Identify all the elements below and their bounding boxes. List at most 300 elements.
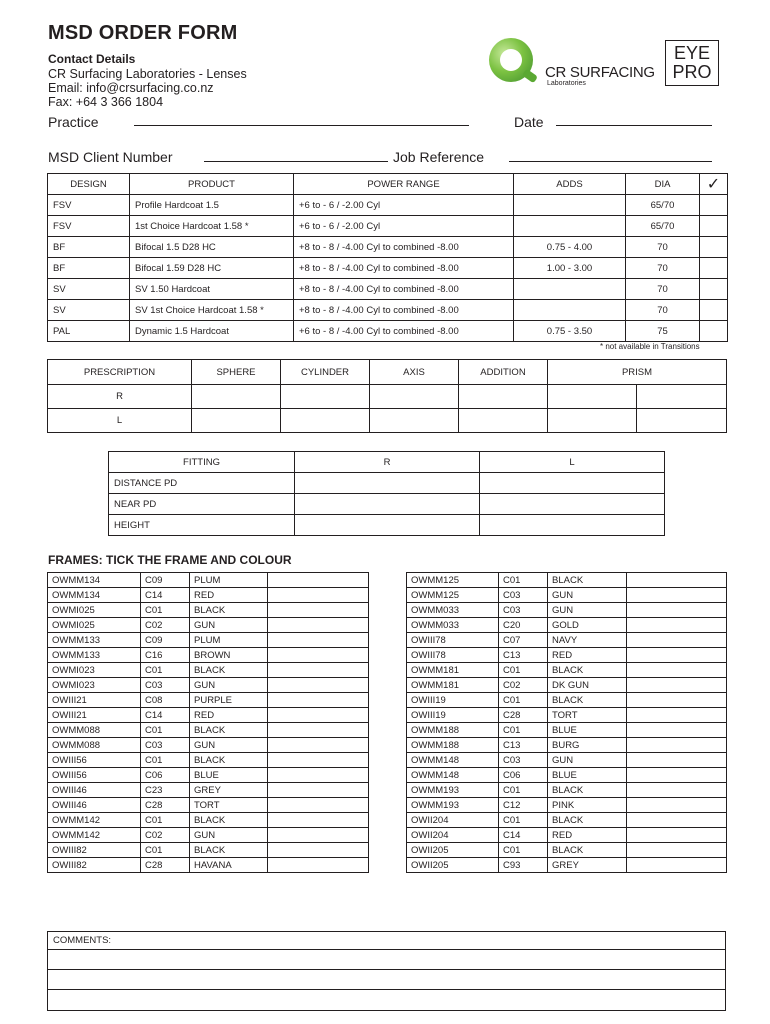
lens-power-range: +6 to - 6 / -2.00 Cyl <box>294 195 514 216</box>
frame-colour-name: GOLD <box>548 618 627 633</box>
rx-cylinder-input[interactable] <box>281 409 370 433</box>
frame-tick-box[interactable] <box>627 663 727 678</box>
frame-tick-box[interactable] <box>627 843 727 858</box>
frame-colour-name: GUN <box>190 828 268 843</box>
client-number-label: MSD Client Number <box>48 149 173 165</box>
eyepro-line1: EYE <box>673 43 711 63</box>
frame-colour-name: GUN <box>190 738 268 753</box>
fitting-l-input[interactable] <box>480 473 665 494</box>
date-input[interactable] <box>556 125 712 126</box>
frame-colour-code: C01 <box>141 813 190 828</box>
frame-model: OWMM181 <box>407 678 499 693</box>
frame-colour-name: BLACK <box>548 663 627 678</box>
frame-colour-code: C13 <box>499 648 548 663</box>
frame-row <box>407 693 727 708</box>
frame-colour-name: PLUM <box>190 633 268 648</box>
transitions-note: * not available in Transitions <box>600 342 700 351</box>
fitting-l-input[interactable] <box>480 515 665 536</box>
frame-row <box>407 678 727 693</box>
lens-dia: 70 <box>626 237 700 258</box>
frame-tick-box[interactable] <box>268 693 369 708</box>
frame-colour-name: GREY <box>548 858 627 873</box>
frame-colour-code: C07 <box>499 633 548 648</box>
frame-tick-box[interactable] <box>627 588 727 603</box>
check-mark-icon: ✓ <box>700 174 728 195</box>
frame-model: OWII205 <box>407 858 499 873</box>
frame-tick-box[interactable] <box>627 858 727 873</box>
frame-row <box>407 618 727 633</box>
lens-dia: 75 <box>626 321 700 342</box>
frame-model: OWMM133 <box>48 633 141 648</box>
lens-power-range: +8 to - 8 / -4.00 Cyl to combined -8.00 <box>294 258 514 279</box>
frame-row <box>407 708 727 723</box>
rx-addition-input[interactable] <box>459 385 548 409</box>
frame-tick-box[interactable] <box>268 573 369 588</box>
frame-row <box>407 633 727 648</box>
lens-row <box>48 321 728 342</box>
rx-row <box>48 409 727 433</box>
practice-input[interactable] <box>134 125 469 126</box>
frame-tick-box[interactable] <box>627 633 727 648</box>
eyepro-line2: PRO <box>672 62 712 82</box>
frame-model: OWMI023 <box>48 678 141 693</box>
frame-model: OWMM181 <box>407 663 499 678</box>
frame-row <box>407 573 727 588</box>
cr-logo-name: CR SURFACING <box>545 64 655 81</box>
frame-model: OWMM148 <box>407 768 499 783</box>
frame-colour-name: RED <box>548 828 627 843</box>
frame-colour-name: BLACK <box>190 723 268 738</box>
frame-tick-box[interactable] <box>627 813 727 828</box>
frame-colour-code: C01 <box>141 753 190 768</box>
frame-model: OWMM193 <box>407 798 499 813</box>
frame-colour-name: BLACK <box>548 783 627 798</box>
frame-tick-box[interactable] <box>268 753 369 768</box>
rx-prism-input-2[interactable] <box>637 385 727 409</box>
contact-fax: Fax: +64 3 366 1804 <box>48 95 164 109</box>
frame-tick-box[interactable] <box>268 858 369 873</box>
frame-colour-code: C28 <box>141 798 190 813</box>
frame-colour-code: C09 <box>141 573 190 588</box>
frame-model: OWIII82 <box>48 843 141 858</box>
frame-colour-code: C14 <box>141 588 190 603</box>
col-fitting-r: R <box>295 452 480 473</box>
frame-model: OWII204 <box>407 813 499 828</box>
lens-dia: 65/70 <box>626 195 700 216</box>
frame-tick-box[interactable] <box>268 768 369 783</box>
lens-dia: 70 <box>626 258 700 279</box>
lens-row <box>48 237 728 258</box>
frame-row <box>407 798 727 813</box>
col-cylinder: CYLINDER <box>281 360 370 385</box>
frame-colour-code: C12 <box>499 798 548 813</box>
fitting-label: NEAR PD <box>109 494 295 515</box>
rx-prism-input-1[interactable] <box>548 385 637 409</box>
frame-colour-name: BLUE <box>190 768 268 783</box>
frame-colour-name: HAVANA <box>190 858 268 873</box>
frame-row <box>48 843 369 858</box>
lens-adds: 0.75 - 3.50 <box>514 321 626 342</box>
lens-product: Bifocal 1.5 D28 HC <box>130 237 294 258</box>
frame-colour-code: C23 <box>141 783 190 798</box>
lens-power-range: +6 to - 8 / -4.00 Cyl to combined -8.00 <box>294 321 514 342</box>
frame-colour-code: C14 <box>499 828 548 843</box>
frame-model: OWMM142 <box>48 828 141 843</box>
frame-colour-name: TORT <box>548 708 627 723</box>
frame-tick-box[interactable] <box>268 738 369 753</box>
frame-colour-name: PLUM <box>190 573 268 588</box>
frame-model: OWMM033 <box>407 618 499 633</box>
frame-colour-code: C03 <box>141 738 190 753</box>
contact-heading: Contact Details <box>48 52 136 66</box>
frame-colour-name: BLACK <box>548 813 627 828</box>
frame-model: OWIII19 <box>407 708 499 723</box>
frame-row <box>48 858 369 873</box>
frame-colour-name: GUN <box>190 678 268 693</box>
frame-row <box>48 828 369 843</box>
frame-tick-box[interactable] <box>627 693 727 708</box>
frame-row <box>407 768 727 783</box>
frame-model: OWMM088 <box>48 738 141 753</box>
frame-colour-code: C03 <box>499 753 548 768</box>
frame-tick-box[interactable] <box>627 573 727 588</box>
frame-row <box>407 723 727 738</box>
frame-row <box>48 618 369 633</box>
frame-tick-box[interactable] <box>268 633 369 648</box>
comments-label: COMMENTS: <box>53 935 112 946</box>
rx-row <box>48 385 727 409</box>
frame-model: OWIII21 <box>48 708 141 723</box>
cr-logo-sub: Laboratories <box>547 80 586 87</box>
lens-product: Bifocal 1.59 D28 HC <box>130 258 294 279</box>
lens-adds <box>514 300 626 321</box>
frame-colour-code: C14 <box>141 708 190 723</box>
frame-colour-code: C03 <box>141 678 190 693</box>
frame-colour-name: GREY <box>190 783 268 798</box>
lens-adds <box>514 279 626 300</box>
rx-axis-input[interactable] <box>370 385 459 409</box>
frame-tick-box[interactable] <box>627 738 727 753</box>
frame-model: OWMM133 <box>48 648 141 663</box>
lens-row <box>48 195 728 216</box>
frame-colour-code: C01 <box>499 783 548 798</box>
frame-model: OWMI023 <box>48 663 141 678</box>
frame-row <box>407 648 727 663</box>
lens-product: SV 1.50 Hardcoat <box>130 279 294 300</box>
frame-colour-code: C28 <box>141 858 190 873</box>
frame-tick-box[interactable] <box>627 648 727 663</box>
lens-product: 1st Choice Hardcoat 1.58 * <box>130 216 294 237</box>
frame-colour-name: BLACK <box>190 813 268 828</box>
col-product: PRODUCT <box>130 174 294 195</box>
fitting-label: HEIGHT <box>109 515 295 536</box>
frame-tick-box[interactable] <box>268 648 369 663</box>
frame-tick-box[interactable] <box>268 708 369 723</box>
comments-box[interactable] <box>47 931 726 1011</box>
frame-tick-box[interactable] <box>268 618 369 633</box>
client-number-input[interactable] <box>204 161 388 162</box>
frame-row <box>407 783 727 798</box>
frame-tick-box[interactable] <box>627 708 727 723</box>
col-axis: AXIS <box>370 360 459 385</box>
practice-label: Practice <box>48 114 99 130</box>
frame-colour-code: C01 <box>141 663 190 678</box>
frame-colour-code: C01 <box>499 813 548 828</box>
job-reference-input[interactable] <box>509 161 712 162</box>
frame-model: OWIII46 <box>48 798 141 813</box>
rx-axis-input[interactable] <box>370 409 459 433</box>
lens-power-range: +8 to - 8 / -4.00 Cyl to combined -8.00 <box>294 237 514 258</box>
col-dia: DIA <box>626 174 700 195</box>
frame-colour-name: BLACK <box>548 843 627 858</box>
fitting-row <box>109 515 665 536</box>
col-prescription: PRESCRIPTION <box>48 360 192 385</box>
lens-design: SV <box>48 300 130 321</box>
frame-colour-code: C06 <box>141 768 190 783</box>
fitting-r-input[interactable] <box>295 473 480 494</box>
rx-addition-input[interactable] <box>459 409 548 433</box>
lens-power-range: +8 to - 8 / -4.00 Cyl to combined -8.00 <box>294 279 514 300</box>
eyepro-logo <box>665 40 719 86</box>
frame-tick-box[interactable] <box>627 618 727 633</box>
fitting-label: DISTANCE PD <box>109 473 295 494</box>
frame-tick-box[interactable] <box>627 723 727 738</box>
frame-colour-code: C28 <box>499 708 548 723</box>
frame-row <box>48 753 369 768</box>
fitting-row <box>109 473 665 494</box>
frame-row <box>48 663 369 678</box>
frame-colour-code: C01 <box>499 663 548 678</box>
lens-select-checkbox[interactable] <box>700 300 728 321</box>
frame-tick-box[interactable] <box>627 783 727 798</box>
frame-model: OWMM188 <box>407 723 499 738</box>
frame-colour-name: GUN <box>548 603 627 618</box>
frame-model: OWIII21 <box>48 693 141 708</box>
lens-table <box>47 173 728 342</box>
rx-prism-input-1[interactable] <box>548 409 637 433</box>
frame-colour-code: C20 <box>499 618 548 633</box>
lens-adds: 1.00 - 3.00 <box>514 258 626 279</box>
frame-row <box>48 633 369 648</box>
frame-tick-box[interactable] <box>268 678 369 693</box>
lens-dia: 70 <box>626 300 700 321</box>
frame-colour-code: C01 <box>499 723 548 738</box>
lens-design: SV <box>48 279 130 300</box>
fitting-row <box>109 494 665 515</box>
frames-left-table <box>47 572 369 873</box>
frame-colour-name: PURPLE <box>190 693 268 708</box>
frame-row <box>48 573 369 588</box>
frame-row <box>48 588 369 603</box>
contact-company: CR Surfacing Laboratories - Lenses <box>48 67 247 81</box>
frame-row <box>407 738 727 753</box>
frame-colour-name: GUN <box>548 588 627 603</box>
col-sphere: SPHERE <box>192 360 281 385</box>
frame-tick-box[interactable] <box>268 798 369 813</box>
frame-model: OWMM088 <box>48 723 141 738</box>
frame-row <box>407 858 727 873</box>
rx-cylinder-input[interactable] <box>281 385 370 409</box>
lens-design: FSV <box>48 216 130 237</box>
frame-row <box>48 768 369 783</box>
rx-prism-input-2[interactable] <box>637 409 727 433</box>
lens-row <box>48 300 728 321</box>
rx-sphere-input[interactable] <box>192 385 281 409</box>
frame-colour-name: BLACK <box>190 843 268 858</box>
frame-colour-name: GUN <box>548 753 627 768</box>
frame-row <box>407 753 727 768</box>
frame-row <box>48 678 369 693</box>
lens-power-range: +6 to - 6 / -2.00 Cyl <box>294 216 514 237</box>
frame-model: OWMI025 <box>48 603 141 618</box>
col-fitting-l: L <box>480 452 665 473</box>
lens-design: BF <box>48 258 130 279</box>
frame-model: OWIII78 <box>407 648 499 663</box>
rx-eye-label: L <box>48 409 192 433</box>
page-title: MSD ORDER FORM <box>48 22 238 44</box>
lens-select-checkbox[interactable] <box>700 321 728 342</box>
frame-tick-box[interactable] <box>268 843 369 858</box>
lens-dia: 70 <box>626 279 700 300</box>
lens-product: SV 1st Choice Hardcoat 1.58 * <box>130 300 294 321</box>
frame-row <box>48 798 369 813</box>
frame-model: OWMI025 <box>48 618 141 633</box>
frame-tick-box[interactable] <box>627 753 727 768</box>
lens-adds: 0.75 - 4.00 <box>514 237 626 258</box>
frame-colour-name: GUN <box>190 618 268 633</box>
frame-model: OWMM125 <box>407 573 499 588</box>
frame-model: OWMM188 <box>407 738 499 753</box>
frame-tick-box[interactable] <box>268 783 369 798</box>
lens-row <box>48 216 728 237</box>
frame-row <box>48 723 369 738</box>
contact-email: Email: info@crsurfacing.co.nz <box>48 81 214 95</box>
lens-select-checkbox[interactable] <box>700 237 728 258</box>
fitting-table <box>108 451 665 536</box>
frame-colour-name: PINK <box>548 798 627 813</box>
frame-colour-name: NAVY <box>548 633 627 648</box>
frame-model: OWMM142 <box>48 813 141 828</box>
frame-colour-name: RED <box>548 648 627 663</box>
frame-colour-code: C13 <box>499 738 548 753</box>
frame-colour-code: C01 <box>499 693 548 708</box>
frame-colour-name: TORT <box>190 798 268 813</box>
lens-power-range: +8 to - 8 / -4.00 Cyl to combined -8.00 <box>294 300 514 321</box>
frame-row <box>48 603 369 618</box>
frame-model: OWII205 <box>407 843 499 858</box>
frame-colour-code: C02 <box>141 828 190 843</box>
frame-colour-name: BLACK <box>548 573 627 588</box>
fitting-r-input[interactable] <box>295 494 480 515</box>
frame-model: OWMM125 <box>407 588 499 603</box>
frame-colour-name: RED <box>190 708 268 723</box>
lens-adds <box>514 195 626 216</box>
frame-tick-box[interactable] <box>268 723 369 738</box>
lens-select-checkbox[interactable] <box>700 258 728 279</box>
frame-colour-code: C01 <box>141 843 190 858</box>
frame-tick-box[interactable] <box>627 603 727 618</box>
frame-colour-name: BLACK <box>190 753 268 768</box>
frame-row <box>48 708 369 723</box>
frame-colour-code: C01 <box>141 603 190 618</box>
frame-colour-code: C03 <box>499 603 548 618</box>
frame-row <box>48 783 369 798</box>
frames-right-table <box>406 572 727 873</box>
frame-colour-name: BURG <box>548 738 627 753</box>
col-adds: ADDS <box>514 174 626 195</box>
frame-model: OWIII56 <box>48 753 141 768</box>
frame-tick-box[interactable] <box>627 678 727 693</box>
frame-row <box>48 648 369 663</box>
lens-design: FSV <box>48 195 130 216</box>
frames-heading: FRAMES: TICK THE FRAME AND COLOUR <box>48 553 292 567</box>
lens-design: BF <box>48 237 130 258</box>
lens-dia: 65/70 <box>626 216 700 237</box>
lens-product: Dynamic 1.5 Hardcoat <box>130 321 294 342</box>
frame-colour-code: C02 <box>499 678 548 693</box>
frame-tick-box[interactable] <box>268 663 369 678</box>
frame-colour-code: C08 <box>141 693 190 708</box>
frame-tick-box[interactable] <box>627 768 727 783</box>
fitting-l-input[interactable] <box>480 494 665 515</box>
col-design: DESIGN <box>48 174 130 195</box>
frame-row <box>407 813 727 828</box>
fitting-r-input[interactable] <box>295 515 480 536</box>
frame-tick-box[interactable] <box>268 603 369 618</box>
frame-colour-name: BLACK <box>548 693 627 708</box>
lens-select-checkbox[interactable] <box>700 195 728 216</box>
frame-colour-code: C06 <box>499 768 548 783</box>
lens-select-checkbox[interactable] <box>700 279 728 300</box>
frame-row <box>48 738 369 753</box>
col-fitting: FITTING <box>109 452 295 473</box>
frame-model: OWMM193 <box>407 783 499 798</box>
frame-colour-code: C01 <box>141 723 190 738</box>
frame-model: OWMM148 <box>407 753 499 768</box>
frame-colour-name: BLACK <box>190 603 268 618</box>
lens-design: PAL <box>48 321 130 342</box>
frame-colour-name: DK GUN <box>548 678 627 693</box>
frame-colour-name: BLUE <box>548 768 627 783</box>
frame-tick-box[interactable] <box>627 828 727 843</box>
frame-colour-name: BROWN <box>190 648 268 663</box>
rx-sphere-input[interactable] <box>192 409 281 433</box>
frame-model: OWIII78 <box>407 633 499 648</box>
frame-colour-name: BLUE <box>548 723 627 738</box>
lens-select-checkbox[interactable] <box>700 216 728 237</box>
frame-row <box>48 813 369 828</box>
col-prism: PRISM <box>548 360 727 385</box>
frame-row <box>407 663 727 678</box>
prescription-table <box>47 359 727 433</box>
frame-colour-code: C01 <box>499 573 548 588</box>
frame-tick-box[interactable] <box>268 813 369 828</box>
frame-row <box>407 843 727 858</box>
frame-colour-name: RED <box>190 588 268 603</box>
frame-tick-box[interactable] <box>268 588 369 603</box>
frame-model: OWIII19 <box>407 693 499 708</box>
frame-tick-box[interactable] <box>627 798 727 813</box>
frame-row <box>407 828 727 843</box>
col-addition: ADDITION <box>459 360 548 385</box>
frame-tick-box[interactable] <box>268 828 369 843</box>
frame-model: OWIII82 <box>48 858 141 873</box>
lens-row <box>48 258 728 279</box>
lens-adds <box>514 216 626 237</box>
frame-model: OWMM134 <box>48 588 141 603</box>
frame-model: OWII204 <box>407 828 499 843</box>
job-reference-label: Job Reference <box>393 149 485 165</box>
